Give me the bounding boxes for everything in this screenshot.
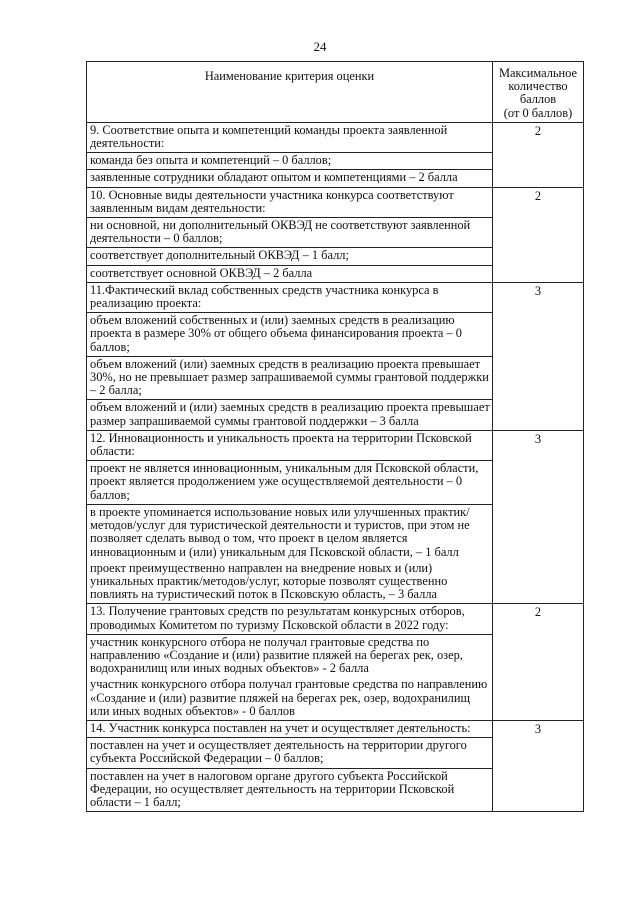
criterion-option: объем вложений и (или) заемных средств в реализацию проекта превышает размер запрашиваемой суммы грантовой поддержки – 3 балла xyxy=(87,399,492,429)
table-row xyxy=(87,604,584,721)
page-number: 24 xyxy=(313,39,327,54)
max-points-cell: 3 xyxy=(493,430,584,603)
max-points-cell: 2 xyxy=(493,604,584,721)
criterion-title: 13. Получение грантовых средств по результатам конкурсных отборов, проводимых Комитетом по туризму Псковской области в 2022 году: xyxy=(90,604,465,632)
table-header-row xyxy=(87,62,584,123)
max-points-cell: 3 xyxy=(493,720,584,811)
criterion-cell xyxy=(87,187,493,282)
criterion-title: 11.Фактический вклад собственных средств участника конкурса в реализацию проекта: xyxy=(90,282,439,311)
header-criterion-name: Наименование критерия оценки xyxy=(87,62,493,123)
criterion-title: 10. Основные виды деятельности участника конкурса соответствуют заявленным видам деятельности: xyxy=(90,187,454,215)
criterion-title: 9. Соответствие опыта и компетенций команды проекта заявленной деятельности: xyxy=(90,122,448,151)
table-row xyxy=(87,187,584,282)
criterion-option: команда без опыта и компетенций – 0 баллов; xyxy=(87,152,492,169)
criterion-cell xyxy=(87,282,493,430)
table-row xyxy=(87,282,584,430)
criteria-table xyxy=(86,61,584,812)
criterion-option: участник конкурсного отбора не получал грантовые средства по направлению «Создание и (или) развитие пляжей на берегах рек, озер, водохранилищ или иных водных объектов» - 2 балла xyxy=(87,634,492,678)
criterion-title: 12. Инновационность и уникальность проекта на территории Псковской области: xyxy=(90,430,472,459)
table-row xyxy=(87,122,584,187)
criterion-option: проект преимущественно направлен на внедрение новых и (или) уникальных практик/методов/услуг, которые позволят существенно повлиять на туристический поток в Псковскую область, – 3 балла xyxy=(90,560,448,602)
header-max-line1: Максимальное xyxy=(498,66,578,80)
max-points-cell: 3 xyxy=(493,282,584,430)
max-points-cell: 2 xyxy=(493,122,584,187)
header-max-points xyxy=(493,62,584,123)
criterion-option: ни основной, ни дополнительный ОКВЭД не соответствуют заявленной деятельности – 0 баллов; xyxy=(87,217,492,247)
criterion-option: поставлен на учет и осуществляет деятельность на территории другого субъекта Российской Федерации – 0 баллов; xyxy=(87,737,492,767)
criterion-cell xyxy=(87,604,493,721)
table-row xyxy=(87,430,584,603)
criterion-option: в проекте упоминается использование новых или улучшенных практик/методов/услуг для туристической деятельности и туристов, при этом не позволяет сделать вывод о том, что проект в целом является инновационным и (или) уникальным для Псковской области, – 1 балл xyxy=(87,504,492,561)
criterion-cell xyxy=(87,122,493,187)
criterion-option: соответствует основной ОКВЭД – 2 балла xyxy=(87,265,492,282)
header-max-line2: количество баллов xyxy=(508,79,568,107)
header-max-line3: (от 0 баллов) xyxy=(503,105,573,120)
criterion-option: заявленные сотрудники обладают опытом и компетенциями – 2 балла xyxy=(87,169,492,186)
criterion-option: объем вложений (или) заемных средств в реализацию проекта превышает 30%, но не превышает размер запрашиваемой суммы грантовой поддержки – 2 балла; xyxy=(87,356,492,400)
criterion-cell xyxy=(87,430,493,603)
criterion-cell xyxy=(87,720,493,811)
criterion-option: проект не является инновационным, уникальным для Псковской области, проект является продолжением уже осуществляемой деятельности – 0 баллов; xyxy=(87,460,492,504)
max-points-cell: 2 xyxy=(493,187,584,282)
criterion-title: 14. Участник конкурса поставлен на учет и осуществляет деятельность: xyxy=(90,720,471,735)
criterion-option: соответствует дополнительный ОКВЭД – 1 балл; xyxy=(87,247,492,264)
criterion-option: объем вложений собственных и (или) заемных средств в реализацию проекта в размере 30% от общего объема финансирования проекта – 0 баллов; xyxy=(87,312,492,356)
criterion-option: участник конкурсного отбора получал грантовые средства по направлению «Создание и (или) развитие пляжей на берегах рек, озер, водохранилищ или иных водных объектов» - 0 баллов xyxy=(90,677,488,718)
criterion-option: поставлен на учет в налоговом органе другого субъекта Российской Федерации, но осуществляет деятельность на территории Псковской области – 1 балл; xyxy=(87,768,492,812)
table-row xyxy=(87,720,584,811)
